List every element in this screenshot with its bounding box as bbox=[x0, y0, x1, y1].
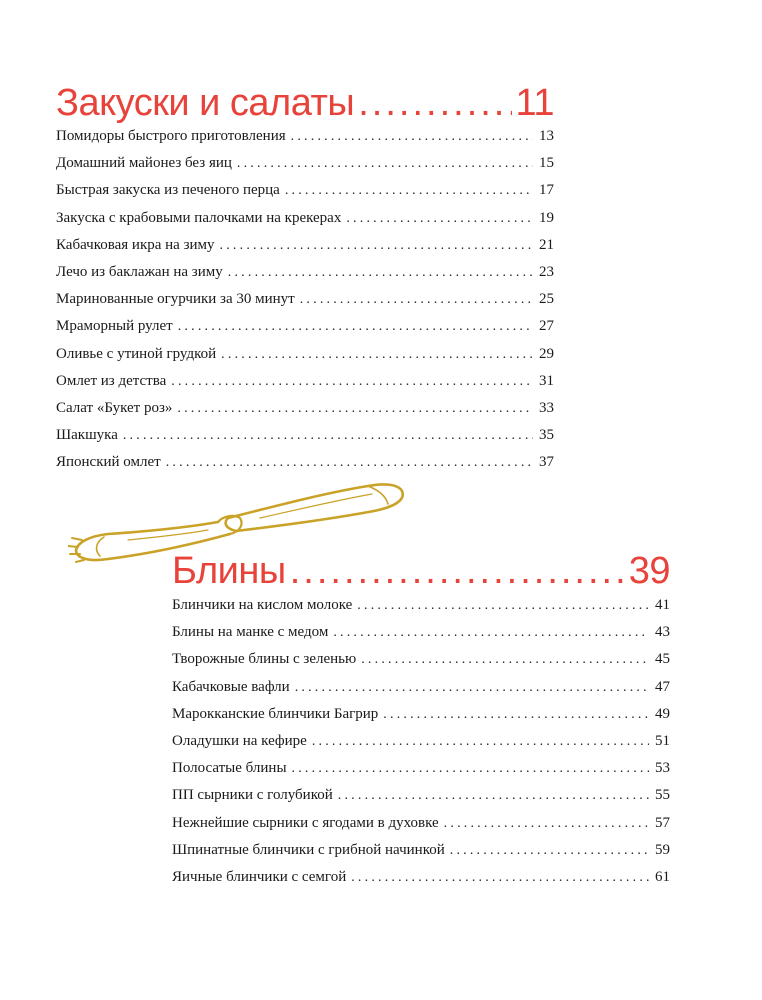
toc-dot-leader bbox=[338, 788, 649, 804]
toc-entry-title: Яичные блинчики с семгой bbox=[172, 868, 347, 885]
toc-entry[interactable] bbox=[172, 624, 670, 651]
toc-dot-leader bbox=[123, 428, 533, 444]
toc-entry[interactable] bbox=[172, 815, 670, 842]
section-page-number: 11 bbox=[515, 82, 554, 124]
toc-entry[interactable] bbox=[172, 679, 670, 706]
toc-dot-leader bbox=[361, 652, 649, 668]
toc-entry-page: 53 bbox=[655, 760, 670, 777]
toc-entry[interactable] bbox=[56, 373, 554, 400]
toc-dot-leader bbox=[177, 401, 533, 417]
toc-dot-leader bbox=[383, 707, 649, 723]
toc-entry-title: Творожные блины с зеленью bbox=[172, 651, 357, 668]
toc-entry-page: 59 bbox=[655, 841, 670, 858]
toc-entry-page: 17 bbox=[539, 182, 554, 199]
toc-entry-page: 57 bbox=[655, 814, 670, 831]
toc-entry-title: Нежнейшие сырники с ягодами в духовке bbox=[172, 814, 439, 831]
toc-entry-title: ПП сырники с голубикой bbox=[172, 787, 333, 804]
toc-dot-leader bbox=[228, 265, 533, 281]
toc-dot-leader bbox=[166, 455, 533, 471]
toc-dot-leader bbox=[291, 129, 533, 145]
toc-entry-page: 55 bbox=[655, 787, 670, 804]
section-title: Блины bbox=[172, 550, 286, 592]
toc-entry-title: Блинчики на кислом молоке bbox=[172, 597, 353, 613]
toc-entry-page: 23 bbox=[539, 263, 554, 280]
toc-entry[interactable] bbox=[56, 182, 554, 209]
toc-entry-title: Мраморный рулет bbox=[56, 318, 173, 335]
toc-dot-leader bbox=[295, 680, 649, 696]
toc-entry[interactable] bbox=[172, 760, 670, 787]
toc-list-zakuski bbox=[56, 128, 554, 481]
toc-entry-title: Японский омлет bbox=[56, 454, 161, 471]
toc-entry[interactable] bbox=[56, 400, 554, 427]
toc-entry[interactable] bbox=[172, 733, 670, 760]
section-title: Закуски и салаты bbox=[56, 82, 355, 124]
toc-dot-leader bbox=[357, 598, 649, 614]
toc-entry-page: 37 bbox=[539, 454, 554, 471]
toc-entry-page: 51 bbox=[655, 732, 670, 749]
toc-dot-leader bbox=[351, 870, 649, 886]
toc-entry-title: Омлет из детства bbox=[56, 372, 167, 389]
toc-dot-leader bbox=[292, 761, 649, 777]
toc-entry[interactable] bbox=[56, 318, 554, 345]
toc-entry-title: Домашний майонез без яиц bbox=[56, 155, 232, 172]
toc-dot-leader bbox=[285, 183, 533, 199]
toc-entry-page: 21 bbox=[539, 236, 554, 253]
toc-entry-title: Оладушки на кефире bbox=[172, 732, 307, 749]
toc-entry-page: 25 bbox=[539, 291, 554, 308]
toc-entry-title: Марокканские блинчики Багрир bbox=[172, 705, 379, 722]
heading-leader bbox=[358, 82, 511, 125]
toc-entry-page: 49 bbox=[655, 705, 670, 722]
toc-dot-leader bbox=[178, 319, 533, 335]
section-heading-bliny bbox=[172, 550, 670, 593]
toc-entry-title: Быстрая закуска из печеного перца bbox=[56, 182, 280, 199]
toc-entry-title: Кабачковая икра на зиму bbox=[56, 236, 215, 253]
section-page-number: 39 bbox=[628, 550, 670, 592]
toc-entry-title: Шакшука bbox=[56, 427, 118, 444]
toc-entry-title: Полосатые блины bbox=[172, 760, 287, 777]
toc-entry-page: 45 bbox=[655, 651, 670, 668]
toc-entry[interactable] bbox=[172, 597, 670, 624]
toc-entry-page: 33 bbox=[539, 399, 554, 416]
toc-entry-page: 47 bbox=[655, 678, 670, 695]
toc-entry-page: 35 bbox=[539, 427, 554, 444]
toc-entry[interactable] bbox=[56, 128, 554, 155]
toc-entry[interactable] bbox=[56, 155, 554, 182]
toc-entry[interactable] bbox=[172, 706, 670, 733]
toc-dot-leader bbox=[237, 156, 533, 172]
toc-entry[interactable] bbox=[56, 346, 554, 373]
toc-entry-page: 15 bbox=[539, 155, 554, 172]
toc-entry-page: 61 bbox=[655, 868, 670, 885]
toc-dot-leader bbox=[333, 625, 649, 641]
toc-entry[interactable] bbox=[172, 869, 670, 896]
toc-dot-leader bbox=[312, 734, 649, 750]
toc-entry[interactable] bbox=[56, 291, 554, 318]
toc-entry-title: Лечо из баклажан на зиму bbox=[56, 263, 223, 280]
toc-entry-title: Маринованные огурчики за 30 минут bbox=[56, 291, 295, 308]
toc-entry[interactable] bbox=[56, 264, 554, 291]
toc-entry-page: 27 bbox=[539, 318, 554, 335]
toc-entry-title: Помидоры быстрого приготовления bbox=[56, 128, 286, 144]
toc-dot-leader bbox=[300, 292, 533, 308]
toc-entry-page: 43 bbox=[655, 624, 670, 641]
toc-entry[interactable] bbox=[56, 237, 554, 264]
heading-leader bbox=[290, 550, 625, 593]
toc-entry[interactable] bbox=[56, 427, 554, 454]
toc-entry-page: 13 bbox=[539, 128, 554, 144]
toc-dot-leader bbox=[346, 211, 533, 227]
section-heading-zakuski bbox=[56, 82, 554, 125]
toc-entry-page: 31 bbox=[539, 372, 554, 389]
toc-entry-page: 29 bbox=[539, 345, 554, 362]
toc-list-bliny bbox=[172, 597, 670, 896]
toc-dot-leader bbox=[221, 347, 533, 363]
toc-entry-title: Блины на манке с медом bbox=[172, 624, 329, 641]
toc-entry[interactable] bbox=[172, 651, 670, 678]
toc-entry[interactable] bbox=[172, 842, 670, 869]
toc-dot-leader bbox=[450, 843, 649, 859]
toc-entry-title: Кабачковые вафли bbox=[172, 678, 290, 695]
toc-entry[interactable] bbox=[56, 210, 554, 237]
toc-entry-title: Оливье с утиной грудкой bbox=[56, 345, 217, 362]
toc-entry-page: 19 bbox=[539, 209, 554, 226]
toc-entry-title: Закуска с крабовыми палочками на крекерах bbox=[56, 209, 342, 226]
toc-entry[interactable] bbox=[172, 787, 670, 814]
toc-dot-leader bbox=[444, 816, 649, 832]
toc-entry-title: Салат «Букет роз» bbox=[56, 399, 173, 416]
toc-entry-title: Шпинатные блинчики с грибной начинкой bbox=[172, 841, 445, 858]
toc-dot-leader bbox=[220, 238, 533, 254]
toc-entry-page: 41 bbox=[655, 597, 670, 613]
toc-dot-leader bbox=[171, 374, 533, 390]
